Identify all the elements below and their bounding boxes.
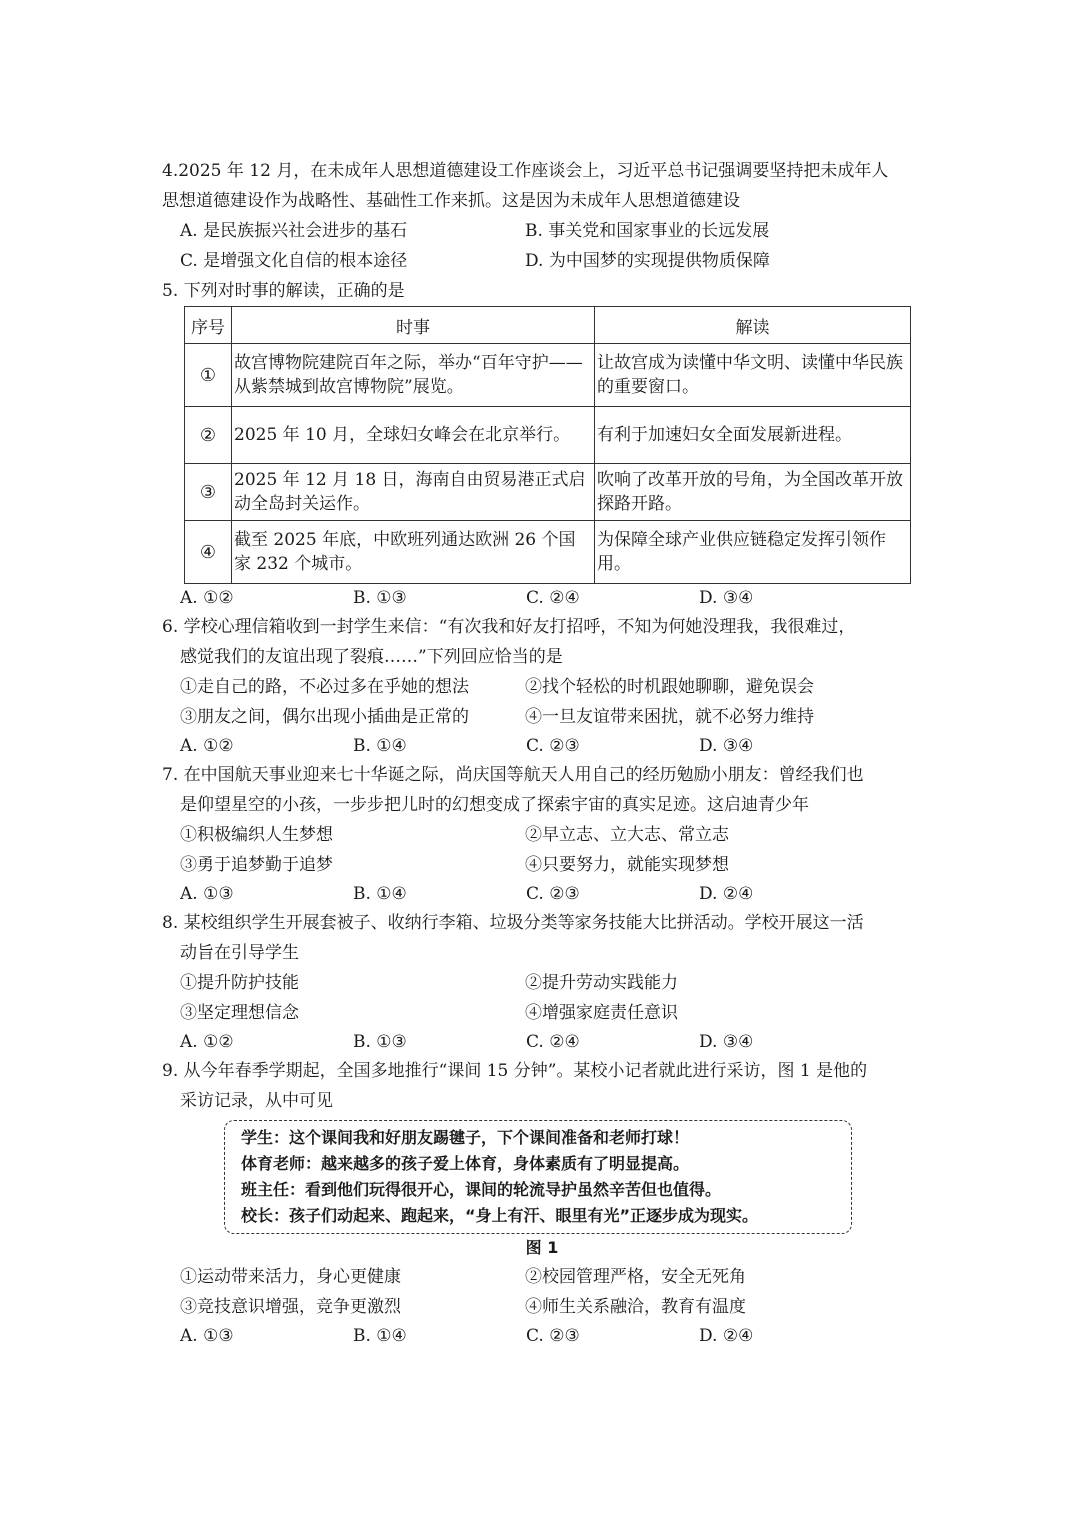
question-6 (162, 612, 922, 760)
option-c: C. ②④ (526, 1032, 580, 1052)
question-7-items-row-1 (162, 820, 922, 850)
question-4-stem-line-2: 思想道德建设作为战略性、基础性工作来抓。这是因为未成年人思想道德建设 (162, 191, 740, 211)
statement-item: ③朋友之间，偶尔出现小插曲是正常的 (180, 707, 469, 727)
question-4-options-row-2 (162, 246, 922, 276)
option-b: B. ①③ (353, 1032, 407, 1052)
row-event: 截至 2025 年底，中欧班列通达欧洲 26 个国家 232 个城市。 (232, 521, 595, 584)
head-teacher-quote: 班主任：看到他们玩得很开心，课间的轮流导护虽然辛苦但也值得。 (241, 1180, 722, 1199)
pe-teacher-quote: 体育老师：越来越多的孩子爱上体育，身体素质有了明显提高。 (241, 1154, 690, 1173)
current-events-table (184, 306, 911, 584)
question-9-items-row-2 (162, 1292, 922, 1322)
option-d: D. ③④ (699, 736, 754, 756)
row-number: ④ (185, 521, 232, 584)
row-event: 2025 年 10 月，全球妇女峰会在北京举行。 (232, 407, 595, 464)
option-a: A. ①③ (180, 884, 234, 904)
statement-item: ④增强家庭责任意识 (525, 1003, 678, 1023)
question-7 (162, 760, 922, 908)
option-d: D. ③④ (699, 588, 754, 608)
option-d: D. ③④ (699, 1032, 754, 1052)
statement-item: ③竞技意识增强，竞争更激烈 (180, 1297, 401, 1317)
row-interpretation: 为保障全球产业供应链稳定发挥引领作用。 (595, 521, 911, 584)
option-d: D. 为中国梦的实现提供物质保障 (525, 251, 770, 271)
principal-quote: 校长：孩子们动起来、跑起来，“身上有汗、眼里有光”正逐步成为现实。 (241, 1206, 759, 1225)
statement-item: ①走自己的路，不必过多在乎她的想法 (180, 677, 469, 697)
question-8-stem-line-2: 动旨在引导学生 (180, 943, 299, 963)
statement-item: ④只要努力，就能实现梦想 (525, 855, 729, 875)
option-a: A. 是民族振兴社会进步的基石 (180, 221, 408, 241)
header-interpretation: 解读 (595, 307, 911, 344)
row-interpretation: 有利于加速妇女全面发展新进程。 (595, 407, 911, 464)
question-6-stem-line-2: 感觉我们的友谊出现了裂痕……”下列回应恰当的是 (180, 647, 563, 667)
option-d: D. ②④ (699, 1326, 754, 1346)
statement-item: ①积极编织人生梦想 (180, 825, 333, 845)
question-7-options (162, 880, 922, 908)
table-row (185, 407, 911, 464)
option-a: A. ①② (180, 736, 234, 756)
question-5 (162, 276, 922, 612)
statement-item: ①提升防护技能 (180, 973, 299, 993)
row-event: 2025 年 12 月 18 日，海南自由贸易港正式启动全岛封关运作。 (232, 464, 595, 521)
option-c: C. ②④ (526, 588, 580, 608)
row-number: ② (185, 407, 232, 464)
question-6-items-row-1 (162, 672, 922, 702)
option-b: B. ①④ (353, 884, 407, 904)
question-6-stem-line-1: 6. 学校心理信箱收到一封学生来信：“有次我和好友打招呼，不知为何她没理我，我很难过， (162, 617, 856, 637)
option-c: C. ②③ (526, 1326, 580, 1346)
option-c: C. ②③ (526, 884, 580, 904)
statement-item: ④一旦友谊带来困扰，就不必努力维持 (525, 707, 814, 727)
statement-item: ③勇于追梦勤于追梦 (180, 855, 333, 875)
header-number: 序号 (185, 307, 232, 344)
statement-item: ②校园管理严格，安全无死角 (525, 1267, 746, 1287)
question-9 (162, 1056, 922, 1350)
question-9-items-row-1 (162, 1262, 922, 1292)
interview-record-figure (224, 1120, 852, 1234)
question-7-stem-line-1: 7. 在中国航天事业迎来七十华诞之际，尚庆国等航天人用自己的经历勉励小朋友：曾经我们也 (162, 765, 864, 785)
statement-item: ②提升劳动实践能力 (525, 973, 678, 993)
row-number: ③ (185, 464, 232, 521)
question-9-options (162, 1322, 922, 1350)
statement-item: ②早立志、立大志、常立志 (525, 825, 729, 845)
question-6-items-row-2 (162, 702, 922, 732)
question-8-options (162, 1028, 922, 1056)
option-a: A. ①② (180, 1032, 234, 1052)
table-header-row (185, 307, 911, 344)
header-event: 时事 (232, 307, 595, 344)
statement-item: ③坚定理想信念 (180, 1003, 299, 1023)
statement-item: ①运动带来活力，身心更健康 (180, 1267, 401, 1287)
question-5-options (162, 584, 922, 612)
row-interpretation: 吹响了改革开放的号角，为全国改革开放探路开路。 (595, 464, 911, 521)
option-a: A. ①② (180, 588, 234, 608)
table-row (185, 521, 911, 584)
row-event: 故宫博物院建院百年之际，举办“百年守护——从紫禁城到故宫博物院”展览。 (232, 344, 595, 407)
figure-caption: 图 1 (525, 1238, 559, 1257)
question-4-options-row-1 (162, 216, 922, 246)
question-8-stem-line-1: 8. 某校组织学生开展套被子、收纳行李箱、垃圾分类等家务技能大比拼活动。学校开展这一活 (162, 913, 864, 933)
question-4 (162, 156, 922, 276)
table-row (185, 464, 911, 521)
option-b: B. ①③ (353, 588, 407, 608)
option-b: B. 事关党和国家事业的长远发展 (525, 221, 770, 241)
question-8 (162, 908, 922, 1056)
question-4-stem-line-1: 4.2025 年 12 月，在未成年人思想道德建设工作座谈会上，习近平总书记强调要坚持把未成年人 (162, 161, 889, 181)
statement-item: ②找个轻松的时机跟她聊聊，避免误会 (525, 677, 814, 697)
student-quote: 学生：这个课间我和好朋友踢毽子，下个课间准备和老师打球！ (241, 1128, 690, 1147)
question-8-items-row-1 (162, 968, 922, 998)
row-number: ① (185, 344, 232, 407)
option-b: B. ①④ (353, 1326, 407, 1346)
statement-item: ④师生关系融洽，教育有温度 (525, 1297, 746, 1317)
option-a: A. ①③ (180, 1326, 234, 1346)
question-7-items-row-2 (162, 850, 922, 880)
option-c: C. ②③ (526, 736, 580, 756)
table-row (185, 344, 911, 407)
option-b: B. ①④ (353, 736, 407, 756)
exam-page (162, 156, 922, 1350)
question-7-stem-line-2: 是仰望星空的小孩，一步步把儿时的幻想变成了探索宇宙的真实足迹。这启迪青少年 (180, 795, 809, 815)
question-9-stem-line-2: 采访记录，从中可见 (180, 1091, 333, 1111)
option-c: C. 是增强文化自信的根本途径 (180, 251, 408, 271)
question-5-stem: 5. 下列对时事的解读，正确的是 (162, 281, 405, 301)
question-8-items-row-2 (162, 998, 922, 1028)
row-interpretation: 让故宫成为读懂中华文明、读懂中华民族的重要窗口。 (595, 344, 911, 407)
option-d: D. ②④ (699, 884, 754, 904)
question-9-stem-line-1: 9. 从今年春季学期起，全国多地推行“课间 15 分钟”。某校小记者就此进行采访，图 1 是他的 (162, 1061, 868, 1081)
question-6-options (162, 732, 922, 760)
